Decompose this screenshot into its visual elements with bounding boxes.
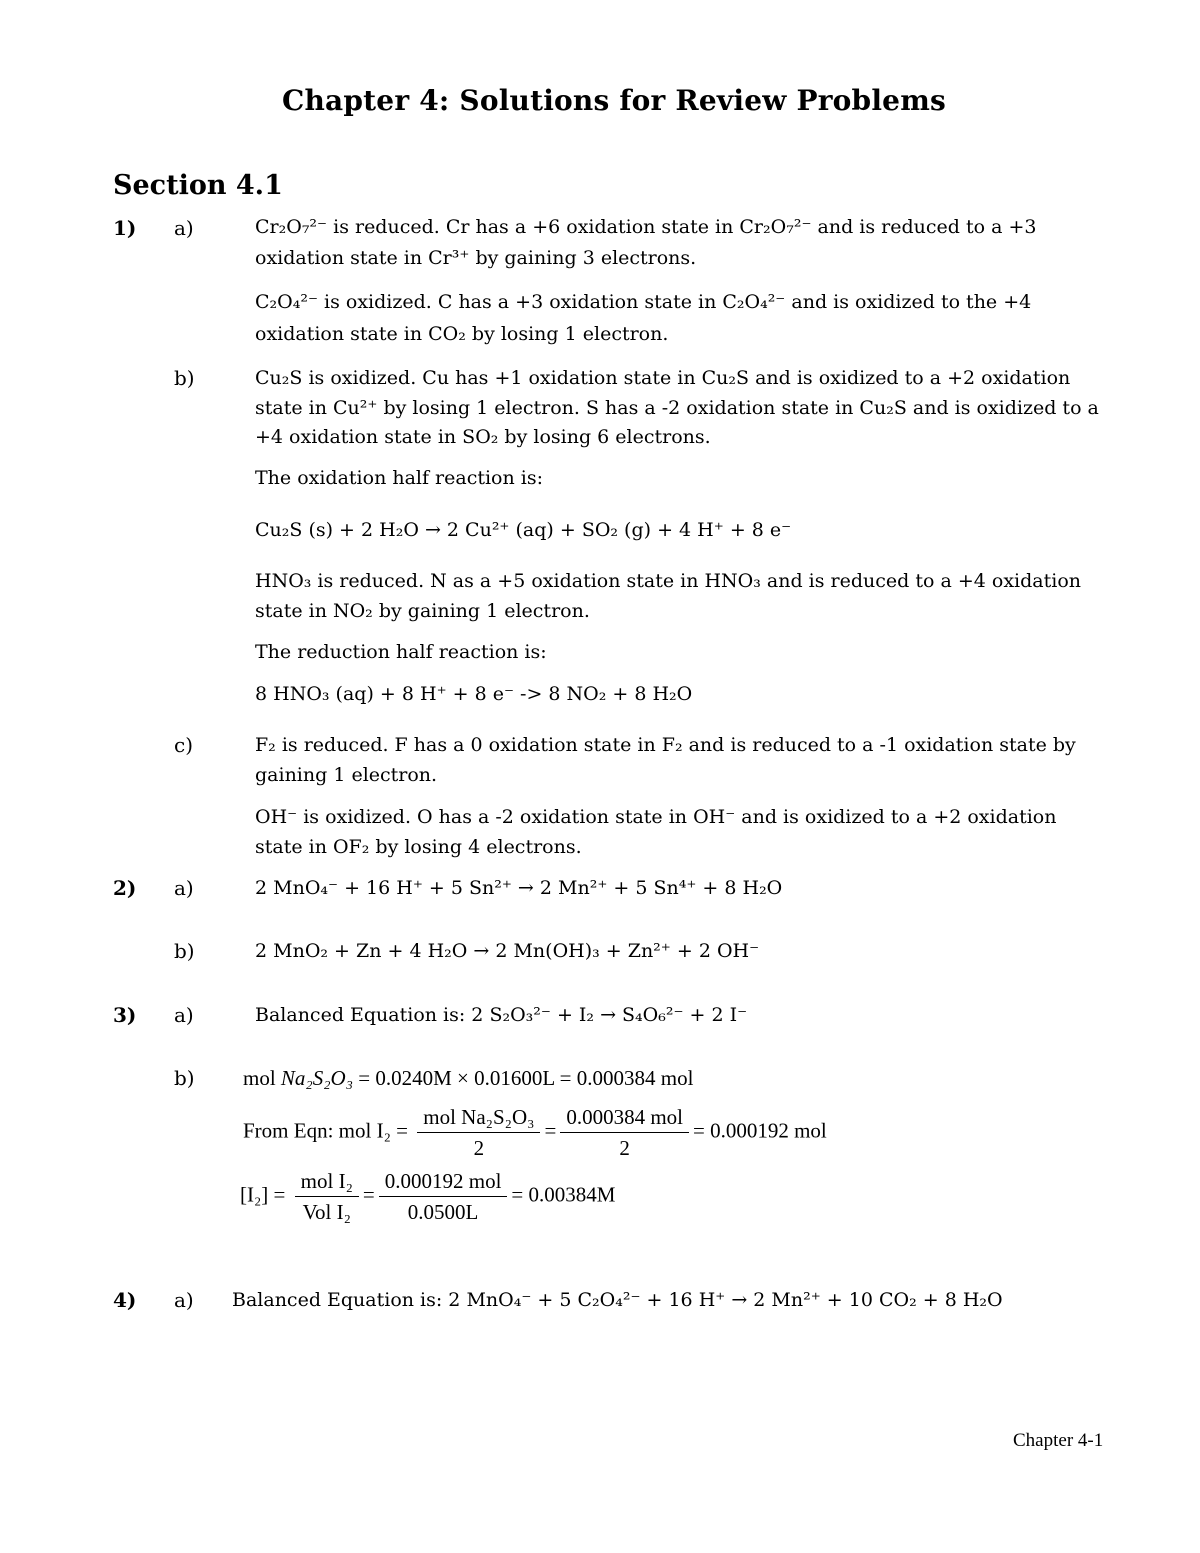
answer-line: Cr₂O₇²⁻ is reduced. Cr has a +6 oxidation state in Cr₂O₇²⁻ and is reduced to a +3 xyxy=(255,216,1037,238)
calc-prefix: [I₂] = xyxy=(240,1182,291,1207)
calc-line-moles xyxy=(243,1066,693,1091)
part-label: a) xyxy=(174,1003,194,1027)
denominator: 0.0500L xyxy=(407,1200,479,1224)
reaction-equation: 8 HNO₃ (aq) + 8 H⁺ + 8 e⁻ -> 8 NO₂ + 8 H₂O xyxy=(255,683,693,705)
answer-line: Cu₂S is oxidized. Cu has +1 oxidation state in Cu₂S and is oxidized to a +2 oxidation xyxy=(255,367,1071,389)
page-title: Chapter 4: Solutions for Review Problems xyxy=(282,84,946,117)
answer-line: gaining 1 electron. xyxy=(255,764,438,786)
answer-line: +4 oxidation state in SO₂ by losing 6 electrons. xyxy=(255,426,711,448)
fraction xyxy=(560,1102,689,1163)
part-label: a) xyxy=(174,1288,194,1312)
answer-line: state in Cu²⁺ by losing 1 electron. S has a -2 oxidation state in Cu₂S and is oxidized to a xyxy=(255,397,1099,419)
answer-line: OH⁻ is oxidized. O has a -2 oxidation state in OH⁻ and is oxidized to a +2 oxidation xyxy=(255,806,1057,828)
question-number: 2) xyxy=(113,876,137,900)
answer-line: The reduction half reaction is: xyxy=(255,641,547,663)
fraction xyxy=(295,1166,359,1227)
reaction-equation: 2 MnO₂ + Zn + 4 H₂O → 2 Mn(OH)₃ + Zn²⁺ + 2 OH⁻ xyxy=(255,940,760,962)
calc-result: = 0.000192 mol xyxy=(692,1118,827,1143)
numerator: mol I₂ xyxy=(295,1166,359,1197)
calc-result: = 0.00384M xyxy=(511,1182,616,1207)
calc-line-concentration: [I₂] = $\frac{\text{mol I₂}}{\text{Vol I₂}}$ = $\frac{\text{0.000192 mol}}{0.0500L}$ = 0.00384M xyxy=(240,1166,615,1227)
question-number: 4) xyxy=(113,1288,137,1312)
answer-line: state in NO₂ by gaining 1 electron. xyxy=(255,600,590,622)
denominator: 2 xyxy=(473,1136,485,1160)
part-label: a) xyxy=(174,876,194,900)
calc-line-iodine-moles: From Eqn: mol I₂ = $\frac{\text{mol Na₂S₂O₃}}{2}$ = $\frac{\text{0.000384 mol}}{2}$ = 0.000192 mol xyxy=(243,1102,827,1163)
answer-line: C₂O₄²⁻ is oxidized. C has a +3 oxidation state in C₂O₄²⁻ and is oxidized to the +4 xyxy=(255,291,1032,313)
numerator: 0.000192 mol xyxy=(379,1166,508,1197)
calc-prefix: mol xyxy=(243,1066,281,1090)
fraction xyxy=(417,1102,540,1163)
part-label: b) xyxy=(174,939,195,963)
question-number: 3) xyxy=(113,1003,137,1027)
answer-line: The oxidation half reaction is: xyxy=(255,467,544,489)
answer-line: state in OF₂ by losing 4 electrons. xyxy=(255,836,582,858)
section-heading: Section 4.1 xyxy=(113,170,283,201)
part-label: c) xyxy=(174,733,194,757)
reaction-equation: Balanced Equation is: 2 MnO₄⁻ + 5 C₂O₄²⁻ + 16 H⁺ → 2 Mn²⁺ + 10 CO₂ + 8 H₂O xyxy=(232,1289,1003,1311)
part-label: b) xyxy=(174,366,195,390)
calc-prefix: From Eqn: mol I₂ = xyxy=(243,1118,414,1143)
reaction-equation: Cu₂S (s) + 2 H₂O → 2 Cu²⁺ (aq) + SO₂ (g) + 4 H⁺ + 8 e⁻ xyxy=(255,519,792,541)
denominator: Vol I₂ xyxy=(302,1200,351,1224)
calc-rest: = 0.0240M × 0.01600L = 0.000384 mol xyxy=(353,1066,694,1090)
calc-species: Na₂S₂O₃ xyxy=(280,1066,353,1090)
denominator: 2 xyxy=(619,1136,630,1160)
reaction-equation: 2 MnO₄⁻ + 16 H⁺ + 5 Sn²⁺ → 2 Mn²⁺ + 5 Sn⁴⁺ + 8 H₂O xyxy=(255,877,783,899)
page-footer: Chapter 4-1 xyxy=(1013,1430,1104,1451)
numerator: mol Na₂S₂O₃ xyxy=(417,1102,540,1133)
fraction xyxy=(379,1166,508,1227)
part-label: b) xyxy=(174,1066,195,1090)
answer-line: oxidation state in CO₂ by losing 1 electron. xyxy=(255,323,669,345)
numerator: 0.000384 mol xyxy=(560,1102,689,1133)
answer-line: oxidation state in Cr³⁺ by gaining 3 electrons. xyxy=(255,247,697,269)
reaction-equation: Balanced Equation is: 2 S₂O₃²⁻ + I₂ → S₄O₆²⁻ + 2 I⁻ xyxy=(255,1004,748,1026)
answer-line: HNO₃ is reduced. N as a +5 oxidation state in HNO₃ and is reduced to a +4 oxidation xyxy=(255,570,1081,592)
question-number: 1) xyxy=(113,216,137,240)
answer-line: F₂ is reduced. F has a 0 oxidation state in F₂ and is reduced to a -1 oxidation state by xyxy=(255,734,1076,756)
part-label: a) xyxy=(174,216,194,240)
